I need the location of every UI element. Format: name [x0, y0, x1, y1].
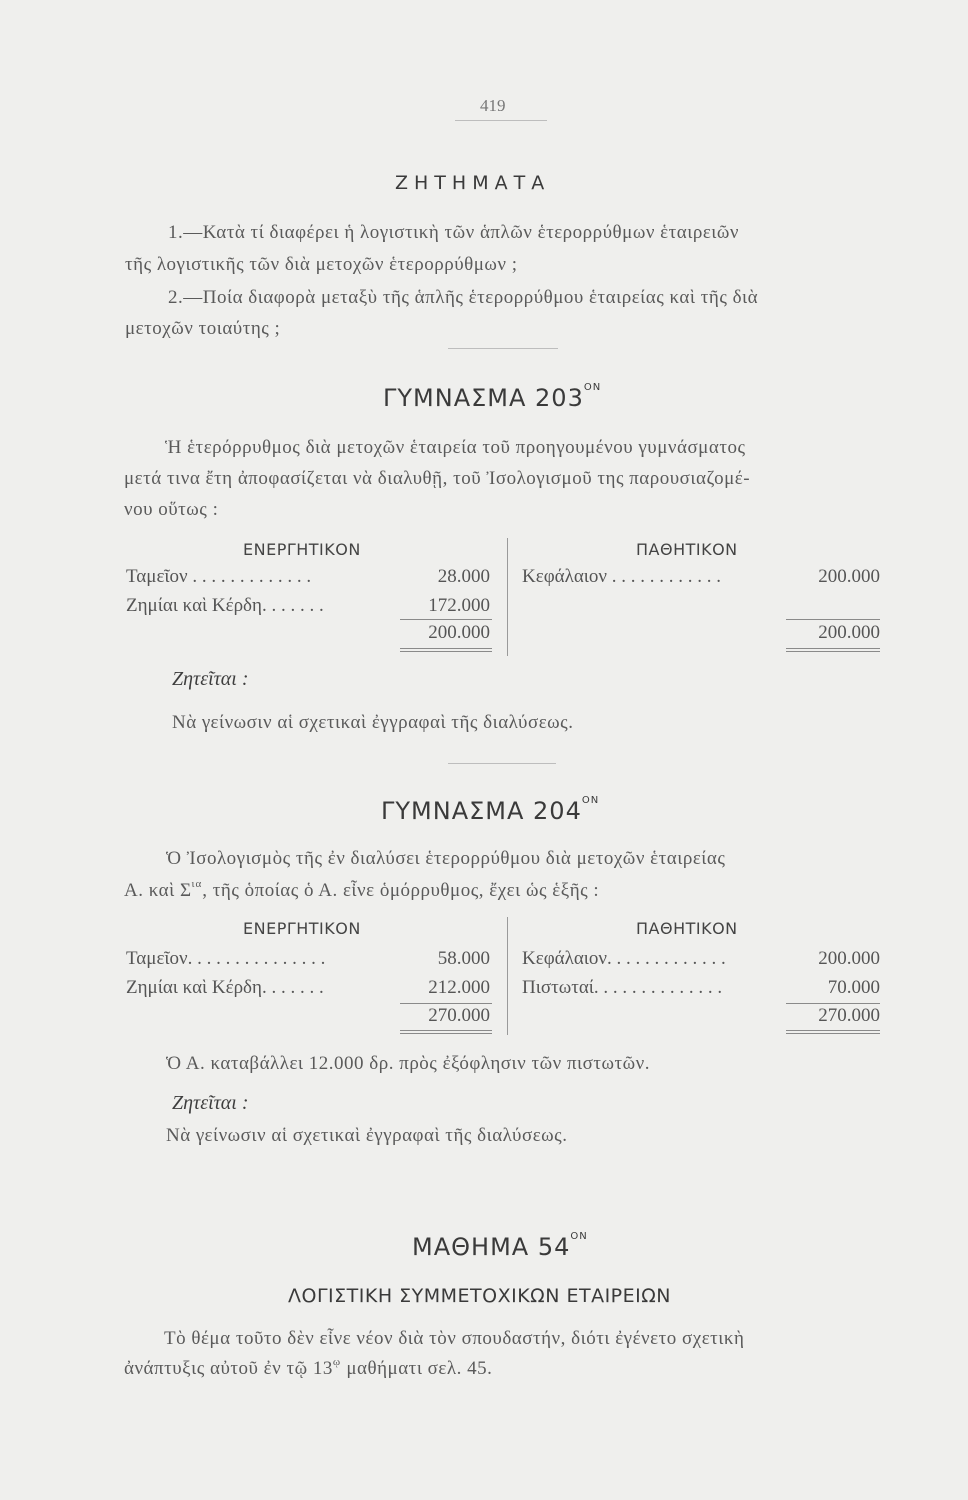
exercise-204-text-line-2a: Α. καὶ Σ — [124, 880, 192, 901]
exercise-203-required-text: Νὰ γείνωσιν αἱ σχετικαὶ ἐγγραφαὶ τῆς διαλύσεως. — [172, 712, 574, 733]
exercise-204-liability-value-1: 200.000 — [818, 948, 880, 969]
exercise-203-asset-label-2: Ζημίαι καὶ Κέρδη. . . . . . . — [126, 595, 324, 616]
lesson-54-text-line-1: Τὸ θέμα τοῦτο δὲν εἶνε νέον διὰ τὸν σπουδαστήν, διότι ἐγένετο σχετικὴ — [164, 1328, 745, 1349]
section-divider-1 — [448, 348, 558, 349]
exercise-203-assets-sum-rule — [400, 619, 492, 620]
exercise-203-column-divider — [507, 538, 508, 656]
exercise-204-liabilities-header: ΠΑΘΗΤΙΚΟΝ — [636, 919, 738, 938]
exercise-204-liabilities-total: 270.000 — [818, 1005, 880, 1026]
exercise-203-liability-value-1: 200.000 — [818, 566, 880, 587]
lesson-54-title — [412, 1233, 588, 1261]
question-2-line-2: μετοχῶν τοιαύτης ; — [125, 318, 281, 339]
question-1-line-1: 1.—Κατὰ τί διαφέρει ἡ λογιστικὴ τῶν ἁπλῶν ἑτερορρύθμων ἑταιρειῶν — [168, 222, 740, 243]
exercise-204-text-line-2 — [124, 880, 599, 902]
exercise-203-liability-label-1: Κεφάλαιον . . . . . . . . . . . . — [522, 566, 721, 587]
exercise-204-liability-label-1: Κεφάλαιον. . . . . . . . . . . . . — [522, 948, 726, 969]
page-number-rule — [455, 120, 547, 121]
exercise-204-required-text: Νὰ γείνωσιν αἱ σχετικαὶ ἐγγραφαὶ τῆς διαλύσεως. — [166, 1125, 568, 1146]
exercise-204-text-line-1: Ὁ Ἰσολογισμὸς τῆς ἐν διαλύσει ἑτερορρύθμου διὰ μετοχῶν ἑταιρείας — [166, 848, 726, 869]
exercise-204-title — [381, 797, 599, 825]
exercise-204-liabilities-total-rule-1 — [786, 1030, 880, 1031]
question-2-line-1: 2.—Ποία διαφορὰ μεταξὺ τῆς ἁπλῆς ἑτερορρύθμου ἑταιρείας καὶ τῆς διὰ — [168, 287, 759, 308]
question-1-line-2: τῆς λογιστικῆς τῶν διὰ μετοχῶν ἑτερορρύθμων ; — [125, 254, 518, 275]
exercise-203-text-line-2: μετά τινα ἔτη ἀποφασίζεται νὰ διαλυθῇ, τοῦ Ἰσολογισμοῦ της παρουσιαζομέ- — [124, 468, 751, 489]
exercise-204-text-line-2b: , τῆς ὁποίας ὁ Α. εἶνε ὁμόρρυθμος, ἔχει ὡς ἑξῆς : — [202, 880, 600, 901]
exercise-204-assets-total-rule-1 — [400, 1030, 492, 1031]
lesson-54-subtitle: ΛΟΓΙΣΤΙΚΗ ΣΥΜΜΕΤΟΧΙΚΩΝ ΕΤΑΙΡΕΙΩΝ — [288, 1285, 671, 1307]
exercise-204-liability-value-2: 70.000 — [827, 977, 880, 998]
exercise-204-liability-label-2: Πιστωταί. . . . . . . . . . . . . . — [522, 977, 723, 998]
exercise-203-asset-value-2: 172.000 — [428, 595, 490, 616]
lesson-54-text-line-2 — [124, 1358, 492, 1380]
exercise-204-assets-sum-rule — [400, 1003, 492, 1004]
exercise-203-text-line-3: νου οὕτως : — [124, 499, 219, 520]
exercise-204-assets-total: 270.000 — [428, 1005, 490, 1026]
section-divider-2 — [448, 763, 556, 764]
exercise-204-title-text: ΓΥΜΝΑΣΜΑ 204 — [381, 797, 582, 825]
exercise-203-text-line-1: Ἡ ἑτερόρρυθμος διὰ μετοχῶν ἑταιρεία τοῦ προηγουμένου γυμνάσματος — [165, 437, 746, 458]
exercise-204-assets-header: ΕΝΕΡΓΗΤΙΚΟΝ — [243, 919, 361, 938]
exercise-203-title-sup: ΟΝ — [583, 382, 602, 393]
exercise-203-assets-total-rule-1 — [400, 648, 492, 649]
questions-title: ΖΗΤΗΜΑΤΑ — [395, 172, 551, 194]
exercise-204-liabilities-sum-rule — [786, 1003, 880, 1004]
exercise-203-assets-total: 200.000 — [428, 622, 490, 643]
lesson-54-title-sup: ΟΝ — [570, 1231, 588, 1242]
exercise-203-liabilities-sum-rule — [786, 619, 880, 620]
exercise-204-liabilities-total-rule-2 — [786, 1033, 880, 1034]
exercise-204-title-sup: ΟΝ — [581, 795, 600, 806]
exercise-204-text-line-2-sup: ια — [191, 878, 203, 890]
exercise-203-assets-total-rule-2 — [400, 651, 492, 652]
exercise-204-asset-value-2: 212.000 — [428, 977, 490, 998]
exercise-203-title — [383, 384, 601, 412]
exercise-203-liabilities-header: ΠΑΘΗΤΙΚΟΝ — [636, 540, 738, 559]
exercise-203-assets-header: ΕΝΕΡΓΗΤΙΚΟΝ — [243, 540, 361, 559]
lesson-54-text-line-2-sup: ῳ — [332, 1356, 342, 1368]
exercise-204-asset-label-1: Ταμεῖον. . . . . . . . . . . . . . . — [126, 948, 326, 969]
exercise-203-liabilities-total-rule-2 — [786, 651, 880, 652]
lesson-54-text-line-2a: ἀνάπτυξις αὐτοῦ ἐν τῷ 13 — [124, 1358, 333, 1379]
exercise-203-title-text: ΓΥΜΝΑΣΜΑ 203 — [383, 384, 584, 412]
exercise-203-asset-label-1: Ταμεῖον . . . . . . . . . . . . . — [126, 566, 312, 587]
exercise-204-required-label: Ζητεῖται : — [172, 1092, 249, 1114]
exercise-203-required-label: Ζητεῖται : — [172, 668, 249, 690]
exercise-204-asset-label-2: Ζημίαι καὶ Κέρδη. . . . . . . — [126, 977, 324, 998]
exercise-204-note: Ὁ Α. καταβάλλει 12.000 δρ. πρὸς ἐξόφλησιν τῶν πιστωτῶν. — [166, 1053, 651, 1074]
exercise-204-asset-value-1: 58.000 — [437, 948, 490, 969]
exercise-203-asset-value-1: 28.000 — [437, 566, 490, 587]
lesson-54-text-line-2b: μαθήματι σελ. 45. — [341, 1358, 493, 1379]
exercise-203-liabilities-total: 200.000 — [818, 622, 880, 643]
exercise-204-assets-total-rule-2 — [400, 1033, 492, 1034]
exercise-203-liabilities-total-rule-1 — [786, 648, 880, 649]
page-number: 419 — [480, 96, 506, 115]
lesson-54-title-text: ΜΑΘΗΜΑ 54 — [412, 1233, 571, 1261]
exercise-204-column-divider — [507, 917, 508, 1035]
